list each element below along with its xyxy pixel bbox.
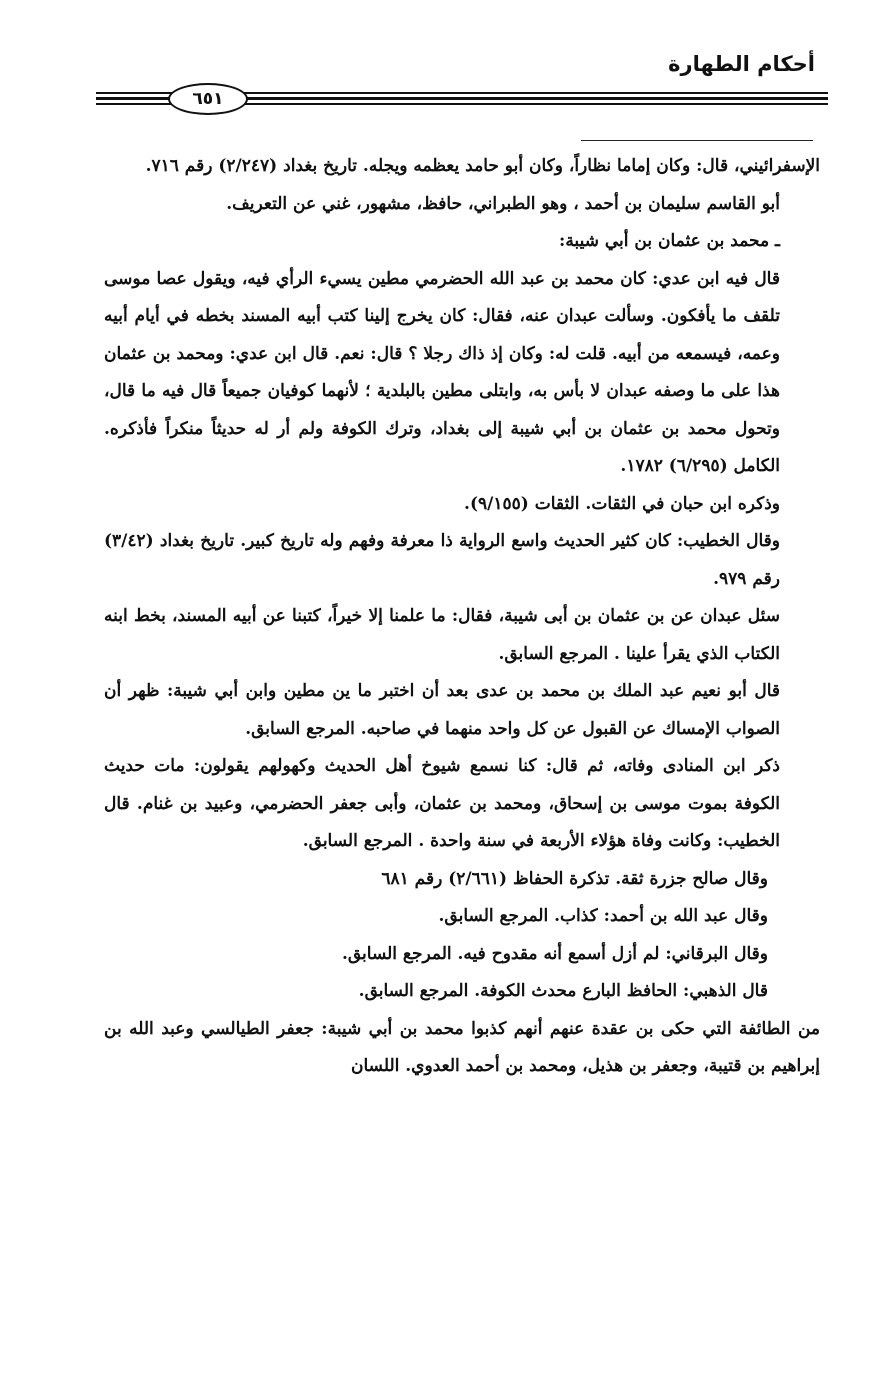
paragraph: وقال صالح جزرة ثقة. تذكرة الحفاظ (٢/٦٦١) رقم ٦٨١ <box>381 868 768 889</box>
page-number: ٦٥١ <box>168 83 248 115</box>
body-text <box>104 148 820 1086</box>
paragraph: ذكر ابن المنادى وفاته، ثم قال: كنا نسمع شيوخ أهل الحديث وكهولهم يقولون: مات حديث الكوفة بموت موسى بن إسحاق، ومحمد بن عثمان، وأبى جعفر الحضرمي، وعبيد بن غنام. قال الخطيب: وكانت وفاة هؤلاء الأربعة في سنة واحدة . المرجع السابق. <box>104 756 780 851</box>
paragraph: قال فيه ابن عدي: كان محمد بن عبد الله الحضرمي مطين يسيء الرأي فيه، ويقول عصا موسى تلقف ما يأفكون. وسألت عبدان عنه، فقال: كان يخرج إلينا كتب أبيه المسند بخطه في أيام أبيه وعمه، فيسمعه من أبيه. قلت له: وكان إذ ذاك رجلا ؟ قال: نعم. قال ابن عدي: ومحمد بن عثمان هذا على ما وصفه عبدان لا بأس به، وابتلى مطين بالبلدية ؛ لأنهما كوفيان جميعاً قال فيه ما قال، وتحول محمد بن عثمان بن أبي شيبة إلى بغداد، وترك الكوفة ولم أر له حديثاً منكراً فأذكره. الكامل (٦/٢٩٥) ١٧٨٢. <box>104 268 780 476</box>
paragraph: من الطائفة التي حكى بن عقدة عنهم أنهم كذبوا محمد بن أبي شيبة: جعفر الطيالسي وعبد الله بن إبراهيم بن قتيبة، وجعفر بن هذيل، ومحمد بن أحمد العدوي. اللسان <box>104 1018 820 1076</box>
footnote-rule <box>581 140 813 141</box>
paragraph: وذكره ابن حبان في الثقات. الثقات (٩/١٥٥). <box>464 493 780 514</box>
paragraph: أبو القاسم سليمان بن أحمد ، وهو الطبراني، حافظ، مشهور، غني عن التعريف. <box>226 193 780 214</box>
paragraph: وقال الخطيب: كان كثير الحديث واسع الرواية ذا معرفة وفهم وله تاريخ كبير. تاريخ بغداد (٣/٤٢) رقم ٩٧٩. <box>104 531 780 589</box>
paragraph: ـ محمد بن عثمان بن أبي شيبة: <box>559 231 780 251</box>
paragraph: قال الذهبي: الحافظ البارع محدث الكوفة. المرجع السابق. <box>358 981 768 1001</box>
paragraph: وقال البرقاني: لم أزل أسمع أنه مقدوح فيه. المرجع السابق. <box>341 943 768 964</box>
paragraph: الإسفرائيني، قال: وكان إماما نظاراً، وكان أبو حامد يعظمه ويجله. تاريخ بغداد (٢/٢٤٧) رقم ٧١٦. <box>145 156 820 176</box>
paragraph: قال أبو نعيم عبد الملك بن محمد بن عدى بعد أن اختبر ما ين مطين وابن أبي شيبة: ظهر أن الصواب الإمساك عن القبول عن كل واحد منهما في صاحبه. المرجع السابق. <box>104 681 780 739</box>
paragraph: سئل عبدان عن بن عثمان بن أبى شيبة، فقال: ما علمنا إلا خيراً، كتبنا عن أبيه المسند، بخط ابنه الكتاب الذي يقرأ علينا . المرجع السابق. <box>104 606 780 664</box>
paragraph: وقال عبد الله بن أحمد: كذاب. المرجع السابق. <box>438 906 768 926</box>
running-title: أحكام الطهارة <box>668 52 815 76</box>
